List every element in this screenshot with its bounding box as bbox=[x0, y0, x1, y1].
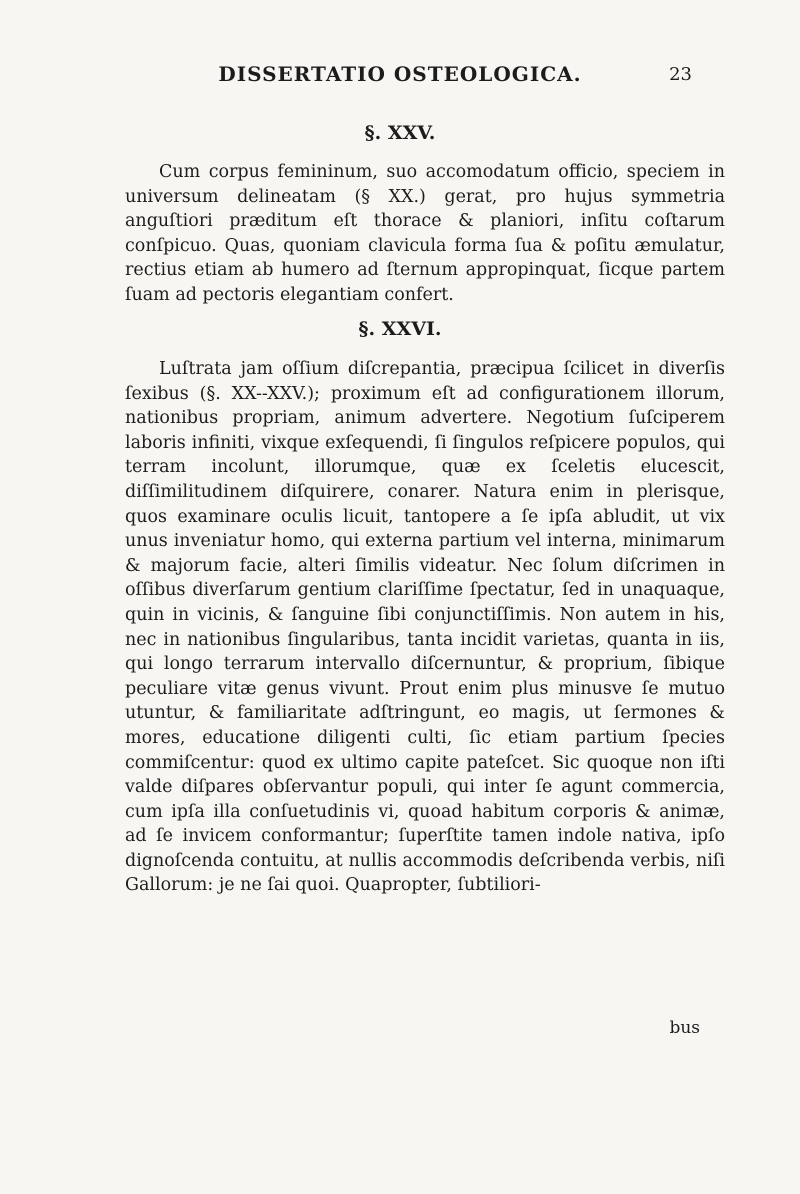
section-heading-26: §. XXVI. bbox=[358, 318, 442, 340]
catchword: bus bbox=[669, 1018, 700, 1038]
section-26-paragraph: Luſtrata jam oſſium diſcrepantia, præcipua ſcilicet in diverſis ſexibus (§. XX--XXV.); proximum eſt ad configurationem illorum, nationibus propriam, animum advertere. Negotium ſuſciperem laboris infiniti, vixque exſequendi, ſi ſingulos reſpicere populos, qui terram incolunt, illorumque, quæ ex ſceletis elucescit, diſſimilitudinem diſquirere, conarer. Natura enim in plerisque, quos examinare oculis licuit, tantopere a ſe ipſa abludit, ut vix unus inveniatur homo, qui externa partium vel interna, minimarum & majorum facie, alteri ſimilis videatur. Nec ſolum diſcrimen in oſſibus diverſarum gentium clariſſime ſpectatur, ſed in unaquaque, quin in vicinis, & ſanguine ſibi conjunctiſſimis. Non autem in his, nec in nationibus ſingularibus, tanta incidit varietas, quanta in iis, qui longo terrarum intervallo diſcernuntur, & proprium, ſibique peculiare vitæ genus vivunt. Prout enim plus minusve ſe mutuo utuntur, & familiaritate adſtringunt, eo magis, ut ſermones & mores, educatione diligenti culti, ſic etiam partium ſpecies commiſcentur: quod ex ultimo capite pateſcet. Sic quoque non iſti valde diſpares obſervantur populi, qui inter ſe agunt commercia, cum ipſa illa conſuetudinis vi, quoad habitum corporis & animæ, ad ſe invicem conformantur; ſuperſtite tamen indole nativa, ipſo dignoſcenda contuitu, at nullis accommodis deſcribenda verbis, niſi Gallorum: je ne ſai quoi. Quapropter, ſubtiliori- bbox=[125, 359, 725, 896]
running-head: DISSERTATIO OSTEOLOGICA. bbox=[218, 62, 582, 86]
section-25-paragraph: Cum corpus femininum, suo accomodatum officio, speciem in universum delineatam (§ XX.) gerat, pro hujus symmetria anguſtiori præditum eſt thorace & planiori, inſitu coſtarum conſpicuo. Quas, quoniam clavicula forma ſua & poſitu æmulatur, rectius etiam ab humero ad ſternum appropinquat, ſicque partem ſuam ad pectoris elegantiam confert. bbox=[125, 162, 725, 305]
page-number: 23 bbox=[669, 64, 692, 85]
section-heading-25: §. XXV. bbox=[364, 122, 436, 144]
